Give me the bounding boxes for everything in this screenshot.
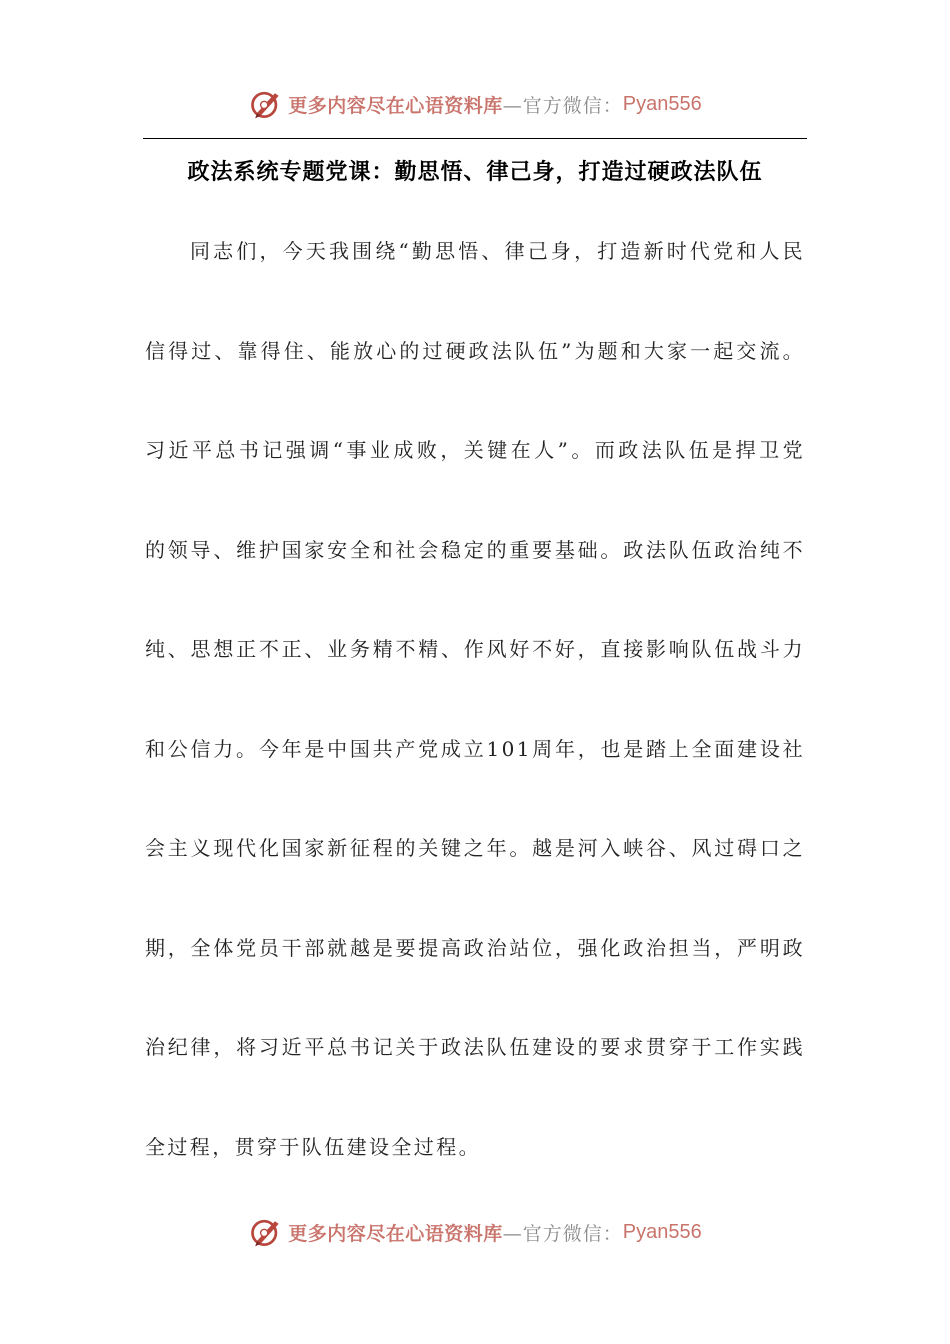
paragraph-line: 的领导、维护国家安全和社会稳定的重要基础。政法队伍政治纯不 xyxy=(145,538,805,562)
banner-wechat-id: Pyan556 xyxy=(622,1220,702,1243)
header-banner xyxy=(0,84,950,124)
document-title: 政法系统专题党课：勤思悟、律己身，打造过硬政法队伍 xyxy=(187,159,763,185)
paragraph-line: 信得过、靠得住、能放心的过硬政法队伍”为题和大家一起交流。 xyxy=(145,339,805,363)
banner-wechat-id: Pyan556 xyxy=(622,92,702,115)
banner-middle: —官方微信： xyxy=(502,94,623,117)
banner-prefix: 更多内容尽在心语资料库 xyxy=(288,94,503,117)
paragraph-line: 习近平总书记强调“事业成败，关键在人”。而政法队伍是捍卫党 xyxy=(145,438,805,462)
paragraph-line: 会主义现代化国家新征程的关键之年。越是河入峡谷、风过碍口之 xyxy=(145,836,805,860)
paragraph-line: 治纪律，将习近平总书记关于政法队伍建设的要求贯穿于工作实践 xyxy=(145,1035,805,1059)
paragraph-line: 期，全体党员干部就越是要提高政治站位，强化政治担当，严明政 xyxy=(145,936,805,960)
pen-logo-icon xyxy=(248,1214,284,1250)
paragraph-line: 纯、思想正不正、业务精不精、作风好不好，直接影响队伍战斗力 xyxy=(145,637,805,661)
footer-banner xyxy=(0,1212,950,1252)
paragraph-line: 同志们，今天我围绕“勤思悟、律己身，打造新时代党和人民 xyxy=(190,239,805,263)
pen-logo-icon xyxy=(248,86,284,122)
banner-middle: —官方微信： xyxy=(502,1222,623,1245)
header-divider xyxy=(143,138,807,139)
banner-prefix: 更多内容尽在心语资料库 xyxy=(288,1222,503,1245)
paragraph-line: 和公信力。今年是中国共产党成立101周年，也是踏上全面建设社 xyxy=(145,737,805,761)
paragraph-line: 全过程，贯穿于队伍建设全过程。 xyxy=(145,1135,481,1159)
